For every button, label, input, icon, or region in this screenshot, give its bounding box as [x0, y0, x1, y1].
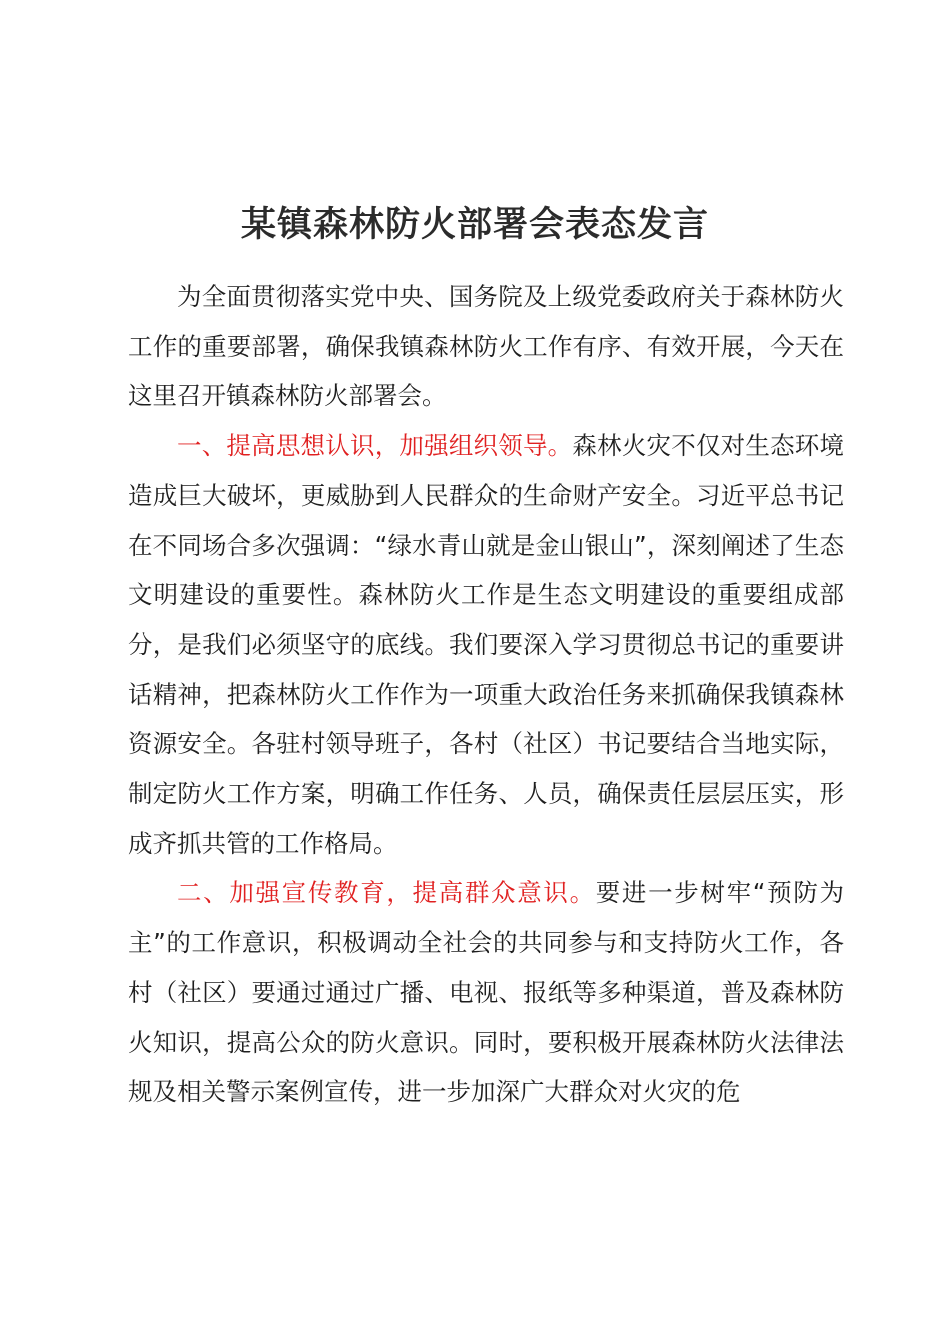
- section-1-paragraph: [128, 421, 844, 868]
- document-title: 某镇森林防火部署会表态发言: [240, 205, 709, 245]
- section-1-text: 森林火灾不仅对生态环境造成巨大破坏，更威胁到人民群众的生命财产安全。习近平总书记在不同场合多次强调：“绿水青山就是金山银山”，深刻阐述了生态文明建设的重要性。森林防火工作是生态文明建设的重要组成部分，是我们必须坚守的底线。我们要深入学习贯彻总书记的重要讲话精神，把森林防火工作作为一项重大政治任务来抓确保我镇森林资源安全。各驻村领导班子，各村（社区）书记要结合当地实际，制定防火工作方案，明确工作任务、人员，确保责任层层压实，形成齐抓共管的工作格局。: [128, 431, 845, 858]
- section-2-text: 要进一步树牢“预防为主”的工作意识，积极调动全社会的共同参与和支持防火工作，各村（社区）要通过通过广播、电视、报纸等多种渠道，普及森林防火知识，提高公众的防火意识。同时，要积极开展森林防火法律法规及相关警示案例宣传，进一步加深广大群众对火灾的危: [128, 878, 844, 1107]
- intro-paragraph: 为全面贯彻落实党中央、国务院及上级党委政府关于森林防火工作的重要部署，确保我镇森林防火工作有序、有效开展，今天在这里召开镇森林防火部署会。: [128, 282, 844, 411]
- section-2-heading: 二、加强宣传教育，提高群众意识。: [177, 878, 596, 908]
- document-body: [128, 272, 844, 1117]
- section-1-heading: 一、提高思想认识，加强组织领导。: [177, 431, 573, 461]
- section-2-paragraph: [128, 868, 844, 1117]
